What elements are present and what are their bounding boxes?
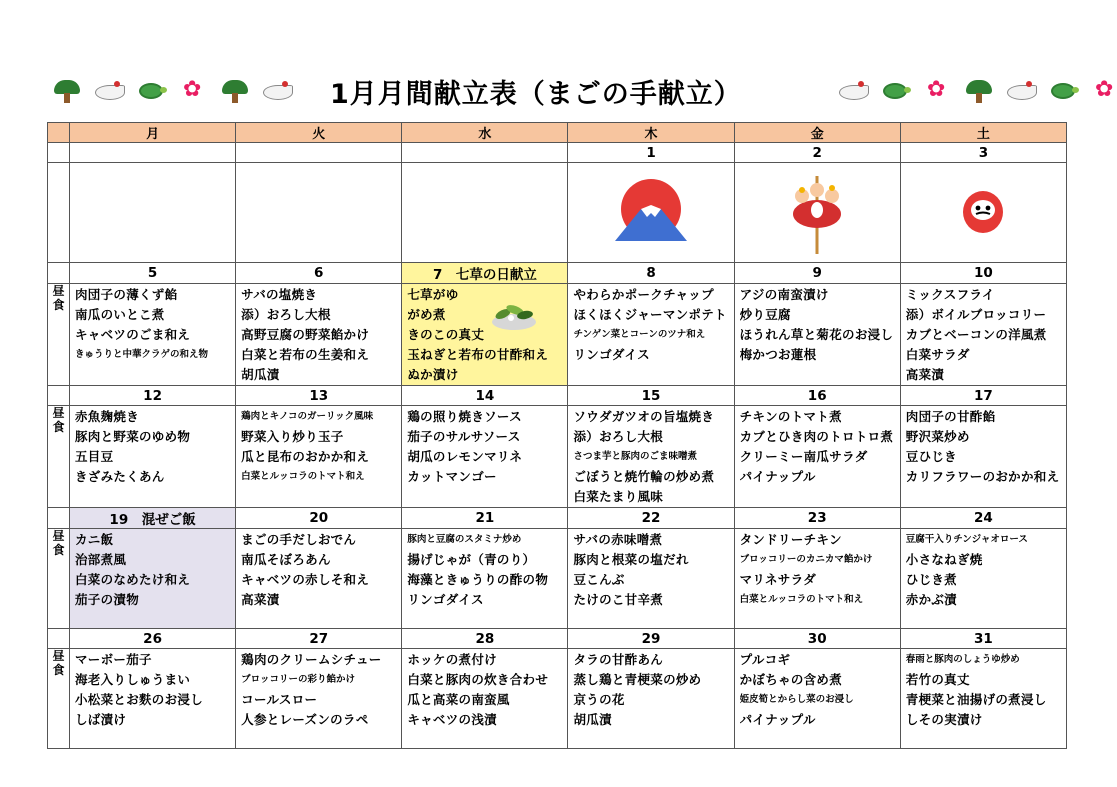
menu-item: 白菜サラダ (905, 347, 970, 362)
menu-item: きゅうりと中華クラゲの和え物 (75, 349, 209, 360)
date-cell: 12 (70, 386, 236, 406)
menu-cell (900, 406, 1066, 508)
menu-item: 添）おろし大根 (573, 429, 664, 444)
menu-calendar (47, 122, 1067, 749)
menu-item: 豚肉と豆腐のスタミナ炒め (407, 534, 522, 545)
date-cell: 13 (236, 386, 402, 406)
menu-cell (568, 284, 734, 386)
menu-cell (236, 284, 402, 386)
menu-cell (70, 406, 236, 508)
menu-item: 玉ねぎと若布の甘酢和え (407, 347, 549, 362)
date-cell: 6 (236, 263, 402, 284)
menu-item: カットマンゴー (407, 469, 497, 484)
menu-row (48, 529, 1067, 629)
menu-item: マーボー茄子 (75, 652, 152, 667)
menu-item: カブとベーコンの洋風煮 (905, 327, 1047, 342)
empty-cell (236, 163, 402, 263)
menu-cell (568, 649, 734, 749)
menu-cell (402, 649, 568, 749)
menu-item: 京うの花 (573, 692, 625, 707)
menu-item: キャベツの浅漬 (407, 712, 497, 727)
date-cell: 27 (236, 629, 402, 649)
menu-item: チンゲン菜とコーンのツナ和え (573, 329, 706, 340)
menu-item: 茄子の漬物 (75, 592, 140, 607)
menu-item: ぬか漬け (407, 367, 459, 382)
menu-row (48, 649, 1067, 749)
label-cell (48, 143, 70, 163)
page-title: 1月月間献立表（まごの手献立） (330, 79, 742, 110)
date-cell: 17 (900, 386, 1066, 406)
menu-item: やわらかポークチャップ (573, 287, 714, 302)
date-cell: 1 (568, 143, 734, 163)
date-cell: 30 (734, 629, 900, 649)
menu-item: 胡瓜漬 (573, 712, 612, 727)
menu-item: ミックスフライ (905, 287, 995, 302)
menu-item: 海老入りしゅうまい (75, 672, 191, 687)
menu-item: さつま芋と豚肉のごま味噌煮 (573, 451, 697, 462)
menu-cell (900, 529, 1066, 629)
menu-item: 高野豆腐の野菜餡かけ (241, 327, 370, 342)
label-cell (48, 263, 70, 284)
menu-item: 小松菜とお麩のお浸し (75, 692, 204, 707)
menu-item: 豚肉と根菜の塩だれ (573, 552, 689, 567)
plum-icon (920, 77, 954, 105)
menu-cell (70, 649, 236, 749)
date-row (48, 143, 1067, 163)
lunch-label: 昼 食 (48, 649, 70, 749)
date-cell: 16 (734, 386, 900, 406)
menu-item: 春雨と豚肉のしょうゆ炒め (905, 654, 1020, 665)
date-cell: 21 (402, 508, 568, 529)
menu-item: 肉団子の薄くず餡 (75, 287, 178, 302)
menu-item: 白菜たまり風味 (573, 489, 664, 504)
menu-item: ほくほくジャーマンポテト (573, 307, 727, 322)
menu-item: 海藻ときゅうりの酢の物 (407, 572, 549, 587)
menu-item: 七草がゆ (407, 287, 459, 302)
menu-item: 白菜のなめたけ和え (75, 572, 191, 587)
menu-item: 白菜と豚肉の炊き合わせ (407, 672, 549, 687)
label-cell (48, 629, 70, 649)
date-cell: 9 (734, 263, 900, 284)
mount-fuji-sunrise-icon (611, 175, 691, 247)
menu-item: 豆腐干入りチンジャオロース (905, 534, 1028, 545)
menu-cell (70, 284, 236, 386)
menu-item: きのこの真丈 (407, 327, 485, 342)
menu-item: 豆こんぶ (573, 572, 625, 587)
weekday-thu: 木 (568, 123, 734, 143)
takarabune-shichifukujin-icon (782, 166, 852, 256)
menu-item: ホッケの煮付け (407, 652, 497, 667)
menu-cell (236, 406, 402, 508)
menu-item: 揚げじゃが（青のり） (407, 552, 536, 567)
date-cell (70, 143, 236, 163)
weekday-fri: 金 (734, 123, 900, 143)
menu-cell (900, 284, 1066, 386)
menu-cell (402, 529, 568, 629)
menu-cell (236, 529, 402, 629)
menu-item: 炒り豆腐 (739, 307, 791, 322)
menu-item: 添）ボイルブロッコリー (905, 307, 1047, 322)
label-cell (48, 386, 70, 406)
menu-item: 鶏肉のクリームシチュー (241, 652, 382, 667)
menu-item: 胡瓜漬 (241, 367, 280, 382)
menu-item: 野菜入り炒り玉子 (241, 429, 344, 444)
date-cell: 3 (900, 143, 1066, 163)
lunch-label: 昼 食 (48, 406, 70, 508)
menu-item: 姫皮筍とからし菜のお浸し (739, 694, 854, 705)
menu-item: サバの塩焼き (241, 287, 318, 302)
menu-cell (568, 529, 734, 629)
menu-item: 肉団子の甘酢餡 (905, 409, 996, 424)
menu-item: キャベツの赤しそ和え (241, 572, 370, 587)
date-cell: 23 (734, 508, 900, 529)
date-cell: 14 (402, 386, 568, 406)
menu-item: 高菜漬 (241, 592, 280, 607)
menu-item: 高菜漬 (905, 367, 945, 382)
crane-icon (836, 77, 870, 105)
menu-item: ほうれん草と菊花のお浸し (739, 327, 894, 342)
menu-cell (734, 406, 900, 508)
date-row (48, 629, 1067, 649)
empty-cell (70, 163, 236, 263)
menu-item: クリーミー南瓜サラダ (739, 449, 868, 464)
menu-item: コールスロー (241, 692, 318, 707)
menu-item: カブとひき肉のトロトロ煮 (739, 429, 894, 444)
menu-item: 白菜とルッコラのトマト和え (241, 471, 365, 482)
menu-item: チキンのトマト煮 (739, 409, 842, 424)
date-cell (402, 143, 568, 163)
menu-item: 鶏肉とキノコのガーリック風味 (241, 411, 374, 422)
menu-item: まごの手だしおでん (241, 532, 357, 547)
menu-item: パイナップル (739, 712, 816, 727)
menu-item: 赤かぶ漬 (905, 592, 957, 607)
menu-cell (734, 529, 900, 629)
menu-item: 豚肉と野菜のゆめ物 (75, 429, 191, 444)
menu-item: たけのこ甘辛煮 (573, 592, 664, 607)
date-cell: 15 (568, 386, 734, 406)
menu-item: 鶏の照り焼きソース (407, 409, 522, 424)
empty-cell (402, 163, 568, 263)
date-cell: 8 (568, 263, 734, 284)
menu-cell (734, 284, 900, 386)
menu-item: 白菜とルッコラのトマト和え (739, 594, 864, 605)
menu-item: ブロッコリーのカニカマ餡かけ (739, 554, 873, 565)
menu-item: 南瓜そぼろあん (241, 552, 331, 567)
menu-item: 茄子のサルサソース (407, 429, 521, 444)
turtle-icon (878, 77, 912, 105)
lunch-label: 昼 食 (48, 529, 70, 629)
date-cell-mazegohan: 19 混ぜご飯 (70, 508, 236, 529)
menu-item: リンゴダイス (573, 347, 650, 362)
menu-item: タンドリーチキン (739, 532, 842, 547)
menu-item: 瓜と昆布のおかか和え (241, 449, 370, 464)
illustration-cell (734, 163, 900, 263)
menu-item: カリフラワーのおかか和え (905, 469, 1060, 484)
menu-item: 青梗菜と油揚げの煮浸し (905, 692, 1047, 707)
date-cell-nanakusa: 7 七草の日献立 (402, 263, 568, 284)
menu-item: キャベツのごま和え (75, 327, 191, 342)
weekday-header-row (48, 123, 1067, 143)
menu-item: カニ飯 (75, 532, 114, 547)
menu-item: 添）おろし大根 (241, 307, 331, 322)
menu-item: 蒸し鶏と青梗菜の炒め (573, 672, 702, 687)
plum-icon (1088, 77, 1117, 105)
menu-cell (734, 649, 900, 749)
menu-item: ブロッコリーの彩り餡かけ (241, 674, 355, 685)
menu-item: きざみたくあん (75, 469, 165, 484)
pine-icon (962, 77, 996, 105)
menu-item: ソウダガツオの旨塩焼き (573, 409, 715, 424)
menu-item: 野沢菜炒め (905, 429, 970, 444)
date-cell: 22 (568, 508, 734, 529)
menu-item: 南瓜のいとこ煮 (75, 307, 165, 322)
daruma-icon (958, 186, 1008, 236)
menu-item: 豆ひじき (905, 449, 957, 464)
menu-item: リンゴダイス (407, 592, 484, 607)
menu-item: プルコギ (739, 652, 791, 667)
menu-item: ごぼうと焼竹輪の炒め煮 (573, 469, 715, 484)
date-row (48, 508, 1067, 529)
menu-item: サバの赤味噌煮 (573, 532, 663, 547)
date-cell (236, 143, 402, 163)
menu-item: 五目豆 (75, 449, 114, 464)
menu-item: 梅かつお蓮根 (739, 347, 817, 362)
header-corner (48, 123, 70, 143)
menu-item: しその実漬け (905, 712, 983, 727)
menu-cell (568, 406, 734, 508)
menu-item: 赤魚麹焼き (75, 409, 140, 424)
menu-item: がめ煮 (407, 307, 446, 322)
decoration-right (836, 76, 1117, 106)
lunch-label: 昼 食 (48, 284, 70, 386)
weekday-mon: 月 (70, 123, 236, 143)
menu-item: しば漬け (75, 712, 127, 727)
date-cell: 20 (236, 508, 402, 529)
menu-cell (402, 406, 568, 508)
nanakusa-herbs-icon (489, 298, 539, 332)
menu-item: かぼちゃの含め煮 (739, 672, 843, 687)
illustration-cell (900, 163, 1066, 263)
menu-cell (236, 649, 402, 749)
menu-item: 白菜と若布の生姜和え (241, 347, 370, 362)
illustration-cell (568, 163, 734, 263)
weekday-tue: 火 (236, 123, 402, 143)
menu-item: 胡瓜のレモンマリネ (407, 449, 523, 464)
menu-row (48, 284, 1067, 386)
illustration-row (48, 163, 1067, 263)
date-row (48, 386, 1067, 406)
menu-item: 瓜と高菜の南蛮風 (407, 692, 510, 707)
menu-row (48, 406, 1067, 508)
menu-item: アジの南蛮漬け (739, 287, 829, 302)
date-cell: 10 (900, 263, 1066, 284)
date-cell: 2 (734, 143, 900, 163)
menu-cell-nanakusa (402, 284, 568, 386)
menu-item: 若竹の真丈 (905, 672, 970, 687)
menu-item: マリネサラダ (739, 572, 817, 587)
date-cell: 26 (70, 629, 236, 649)
menu-item: パイナップル (739, 469, 816, 484)
date-row (48, 263, 1067, 284)
date-cell: 5 (70, 263, 236, 284)
menu-cell-mazegohan (70, 529, 236, 629)
label-cell (48, 508, 70, 529)
date-cell: 31 (900, 629, 1066, 649)
date-cell: 24 (900, 508, 1066, 529)
weekday-wed: 水 (402, 123, 568, 143)
label-cell (48, 163, 70, 263)
menu-item: タラの甘酢あん (573, 652, 664, 667)
crane-icon (1004, 77, 1038, 105)
date-cell: 29 (568, 629, 734, 649)
menu-item: 小さなねぎ焼 (905, 552, 983, 567)
weekday-sat: 土 (900, 123, 1066, 143)
menu-cell (900, 649, 1066, 749)
menu-item: 人参とレーズンのラペ (241, 712, 369, 727)
menu-item: 治部煮風 (75, 552, 127, 567)
date-cell: 28 (402, 629, 568, 649)
menu-item: ひじき煮 (905, 572, 957, 587)
turtle-icon (1046, 77, 1080, 105)
